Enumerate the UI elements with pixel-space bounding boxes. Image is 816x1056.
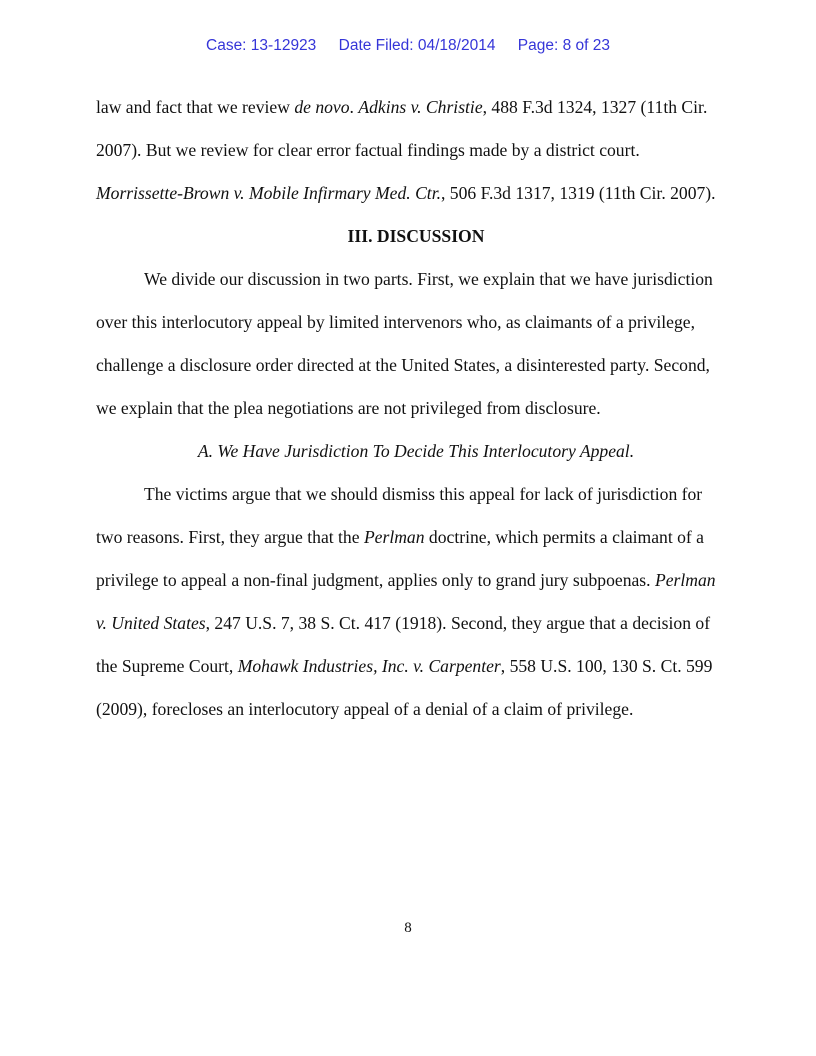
citation-italic: de novo [294, 97, 350, 117]
paragraph-jurisdiction-argument: The victims argue that we should dismiss this appeal for lack of jurisdiction for two reasons. First, they argue that the Perlman doctrine, which permits a claimant of a privilege to appeal a non-final judgment, applies only to grand jury subpoenas. Perlman v. United States, 247 U.S. 7, 38 S. Ct. 417 (1918). Second, they argue that a decision of the Supreme Court, Mohawk Industries, Inc. v. Carpenter, 558 U.S. 100, 130 S. Ct. 599 (2009), forecloses an interlocutory appeal of a denial of a claim of privilege. [96, 484, 716, 719]
page-number: 8 [404, 920, 412, 936]
document-body [96, 86, 722, 731]
case-number: Case: 13-12923 [206, 37, 317, 54]
case-citation: Morrissette-Brown v. Mobile Infirmary Med. Ctr. [96, 183, 441, 203]
case-citation: Mohawk Industries, Inc. v. Carpenter [237, 656, 501, 676]
paragraph-discussion-intro: We divide our discussion in two parts. First, we explain that we have jurisdiction over this interlocutory appeal by limited intervenors who, as claimants of a privilege, challenge a disclosure order directed at the United States, a disinterested party. Second, we explain that the plea negotiations are not privileged from disclosure. [96, 269, 713, 418]
case-citation: Perlman v. United States [96, 570, 716, 633]
case-citation: Perlman [363, 527, 425, 547]
court-filing-header [0, 37, 816, 55]
paragraph-standard-of-review: law and fact that we review de novo. Adkins v. Christie, 488 F.3d 1324, 1327 (11th Cir. 2007). But we review for clear error factual findings made by a district court. Morrissette-Brown v. Mobile Infirmary Med. Ctr., 506 F.3d 1317, 1319 (11th Cir. 2007). [96, 97, 716, 203]
case-citation: Adkins v. Christie [358, 97, 483, 117]
page-indicator: Page: 8 of 23 [517, 37, 610, 54]
subsection-heading: A. We Have Jurisdiction To Decide This Interlocutory Appeal. [197, 441, 635, 461]
date-filed: Date Filed: 04/18/2014 [338, 37, 496, 54]
section-heading: III. DISCUSSION [347, 226, 485, 246]
